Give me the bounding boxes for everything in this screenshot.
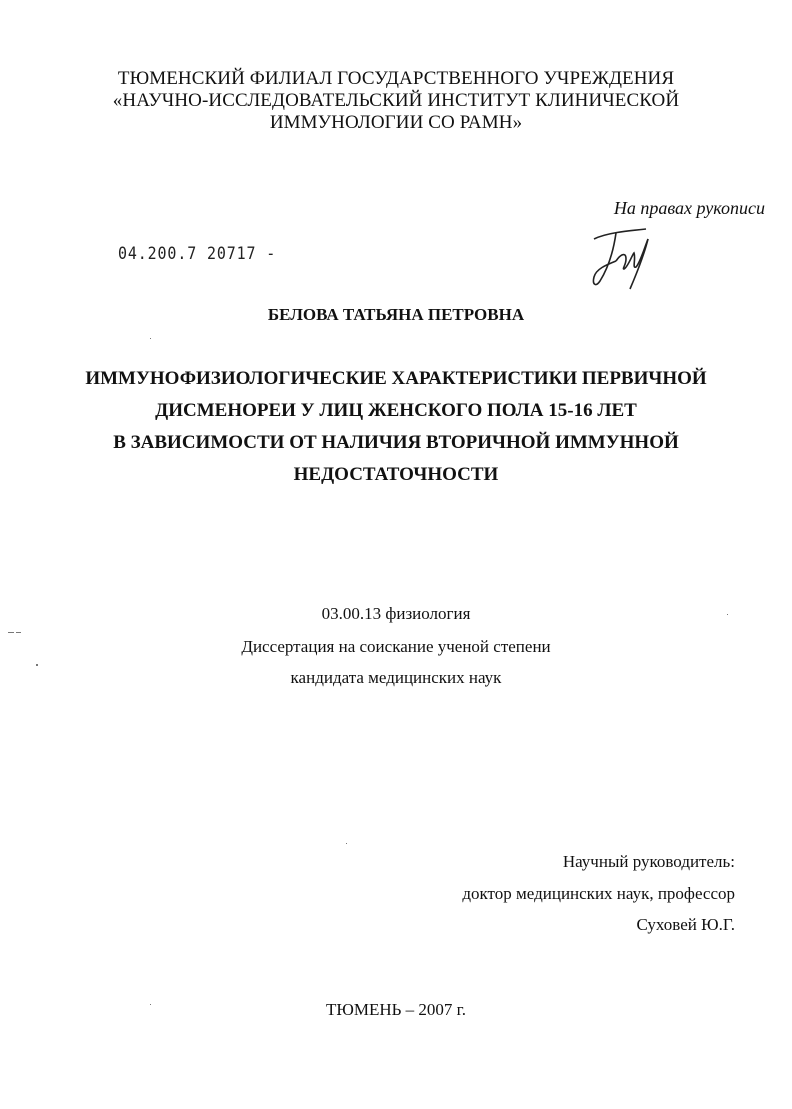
title-line-2: ДИСМЕНОРЕИ У ЛИЦ ЖЕНСКОГО ПОЛА 15-16 ЛЕТ (155, 400, 637, 421)
scan-speck (8, 632, 14, 633)
supervisor-credentials: доктор медицинских наук, профессор (462, 884, 735, 903)
supervisor-name: Суховей Ю.Г. (636, 915, 735, 934)
scan-speck (16, 632, 21, 633)
institution-line-2: «НАУЧНО-ИССЛЕДОВАТЕЛЬСКИЙ ИНСТИТУТ КЛИНИЧЕСКОЙ (112, 90, 680, 111)
scan-speck (727, 614, 728, 615)
title-line-3: В ЗАВИСИМОСТИ ОТ НАЛИЧИЯ ВТОРИЧНОЙ ИММУННОЙ (113, 432, 679, 453)
scan-speck (36, 664, 38, 666)
scan-speck (150, 1004, 151, 1005)
rights-note: На правах рукописи (613, 198, 765, 218)
institution-line-3: ИММУНОЛОГИИ СО РАМН» (269, 112, 523, 133)
title-line-1: ИММУНОФИЗИОЛОГИЧЕСКИЕ ХАРАКТЕРИСТИКИ ПЕРВИЧНОЙ (85, 368, 707, 389)
scan-speck (346, 843, 347, 844)
signature-icon (586, 225, 658, 291)
registration-number: 04.200.7 20717 - (118, 244, 277, 264)
degree-line-2: кандидата медицинских наук (290, 668, 502, 687)
author-name: БЕЛОВА ТАТЬЯНА ПЕТРОВНА (267, 305, 525, 324)
specialty: 03.00.13 физиология (321, 604, 471, 623)
institution-line-1: ТЮМЕНСКИЙ ФИЛИАЛ ГОСУДАРСТВЕННОГО УЧРЕЖДЕНИЯ (117, 68, 675, 89)
degree-line-1: Диссертация на соискание ученой степени (241, 637, 551, 656)
place-year: ТЮМЕНЬ – 2007 г. (326, 1000, 466, 1019)
title-line-4: НЕДОСТАТОЧНОСТИ (293, 464, 499, 485)
scan-speck (150, 338, 151, 339)
supervisor-label: Научный руководитель: (562, 852, 735, 871)
